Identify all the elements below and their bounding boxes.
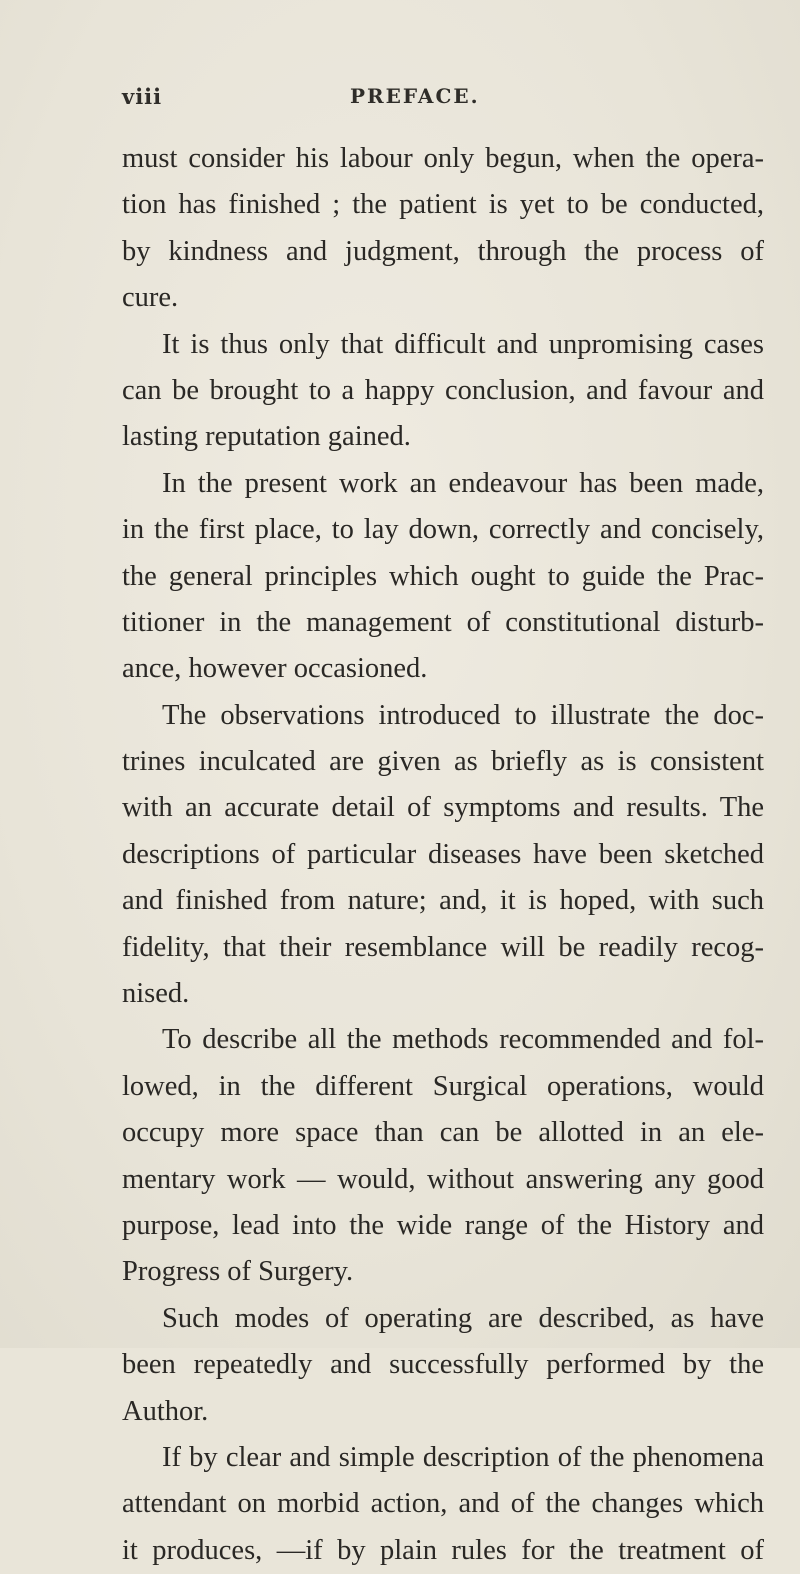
running-title: PREFACE. <box>350 84 480 108</box>
text-line: In the present work an endeavour has been made, <box>162 467 764 499</box>
body-text <box>122 136 764 1574</box>
text-line: descriptions of particular diseases have been sketched <box>122 838 764 870</box>
text-line: occupy more space than can be allotted in an ele- <box>122 1117 764 1149</box>
text-line: trines inculcated are given as briefly as is consistent <box>122 746 764 778</box>
text-line: the general principles which ought to guide the Prac- <box>122 560 764 592</box>
text-line: fidelity, that their resemblance will be readily recog- <box>122 931 764 963</box>
text-line: and finished from nature; and, it is hoped, with such <box>122 885 764 917</box>
text-line: To describe all the methods recommended and fol- <box>162 1024 764 1056</box>
text-line: been repeatedly and successfully performed by the <box>122 1349 764 1381</box>
text-line: The observations introduced to illustrate the doc- <box>162 699 764 731</box>
text-line: Such modes of operating are described, as have <box>162 1302 764 1334</box>
text-line: mentary work — would, without answering any good <box>122 1163 764 1195</box>
text-line: it produces, —if by plain rules for the treatment of <box>122 1534 764 1566</box>
page-number: viii <box>122 84 163 109</box>
text-line: must consider his labour only begun, when the opera- <box>122 143 764 174</box>
text-line: in the first place, to lay down, correctly and concisely, <box>122 514 764 546</box>
running-head <box>122 84 762 114</box>
text-line: If by clear and simple description of the phenomena <box>162 1441 764 1473</box>
text-line: lasting reputation gained. <box>122 421 411 453</box>
text-line: purpose, lead into the wide range of the History and <box>122 1209 764 1241</box>
text-line: attendant on morbid action, and of the changes which <box>122 1488 764 1520</box>
text-line: tion has finished ; the patient is yet to be conducted, <box>122 189 764 221</box>
text-line: titioner in the management of constitutional disturb- <box>122 606 764 638</box>
text-line: cure. <box>122 282 179 314</box>
text-line: Progress of Surgery. <box>122 1256 354 1288</box>
text-line: can be brought to a happy conclusion, and favour and <box>122 374 764 406</box>
text-line: ance, however occasioned. <box>122 653 428 685</box>
text-line: Author. <box>122 1395 209 1427</box>
text-line: with an accurate detail of symptoms and results. The <box>122 792 764 824</box>
text-line: by kindness and judgment, through the process of <box>122 235 764 267</box>
text-line: nised. <box>122 978 190 1010</box>
text-line: lowed, in the different Surgical operations, would <box>122 1070 764 1102</box>
text-line: It is thus only that difficult and unpromising cases <box>162 328 764 360</box>
